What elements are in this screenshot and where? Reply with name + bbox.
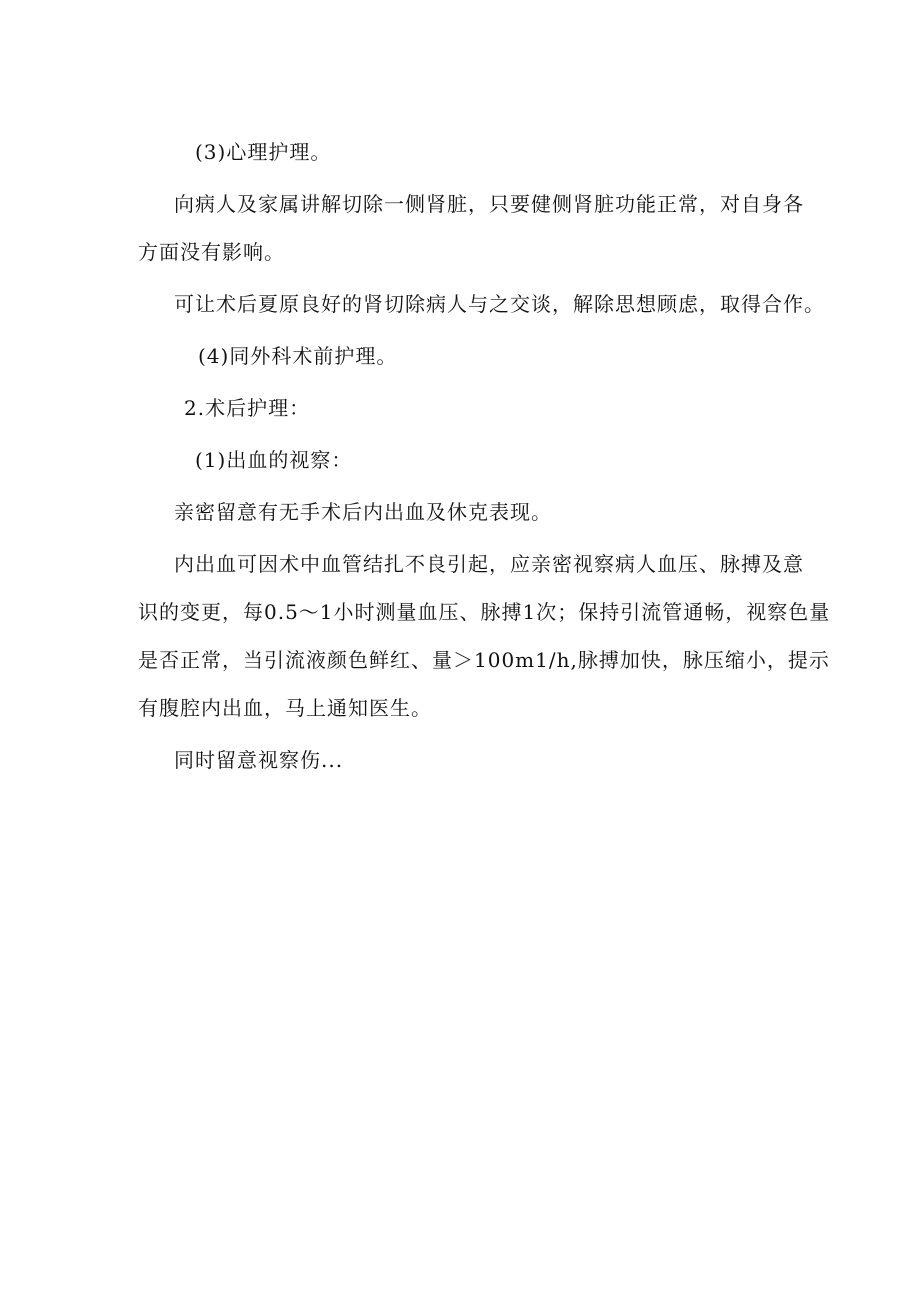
paragraph-explanation-line-1: 向病人及家属讲解切除一侧肾脏，只要健侧肾脏功能正常，对自身各 — [174, 192, 804, 216]
paragraph-bleeding-detail-line-3: 是否正常，当引流液颜色鲜红、量＞100m1∕h,脉搏加快，脉压缩小，提示 — [138, 648, 830, 672]
paragraph-bleeding-observation-heading: (1)出血的视察： — [195, 448, 353, 472]
paragraph-bleeding-detail-line-1: 内出血可因术中血管结扎不良引起，应亲密视察病人血压、脉搏及意 — [174, 552, 804, 576]
paragraph-preoperative-care: (4)同外科术前护理。 — [198, 344, 398, 368]
paragraph-explanation-line-2: 方面没有影响。 — [138, 240, 285, 264]
paragraph-wound-observation: 同时留意视察伤... — [174, 748, 344, 772]
paragraph-postoperative-care-heading: 2.术后护理： — [184, 396, 311, 420]
paragraph-psychological-care-heading: (3)心理护理。 — [195, 140, 332, 164]
paragraph-bleeding-detail-line-4: 有腹腔内出血，马上通知医生。 — [138, 696, 432, 720]
paragraph-watch-internal-bleeding: 亲密留意有无手术后内出血及休克表现。 — [174, 500, 552, 524]
paragraph-bleeding-detail-line-2: 识的变更，每0.5～1小时测量血压、脉搏1次；保持引流管通畅，视察色量 — [138, 600, 831, 624]
paragraph-cooperation: 可让术后夏原良好的肾切除病人与之交谈，解除思想顾虑，取得合作。 — [174, 292, 825, 316]
document-body — [138, 128, 831, 784]
